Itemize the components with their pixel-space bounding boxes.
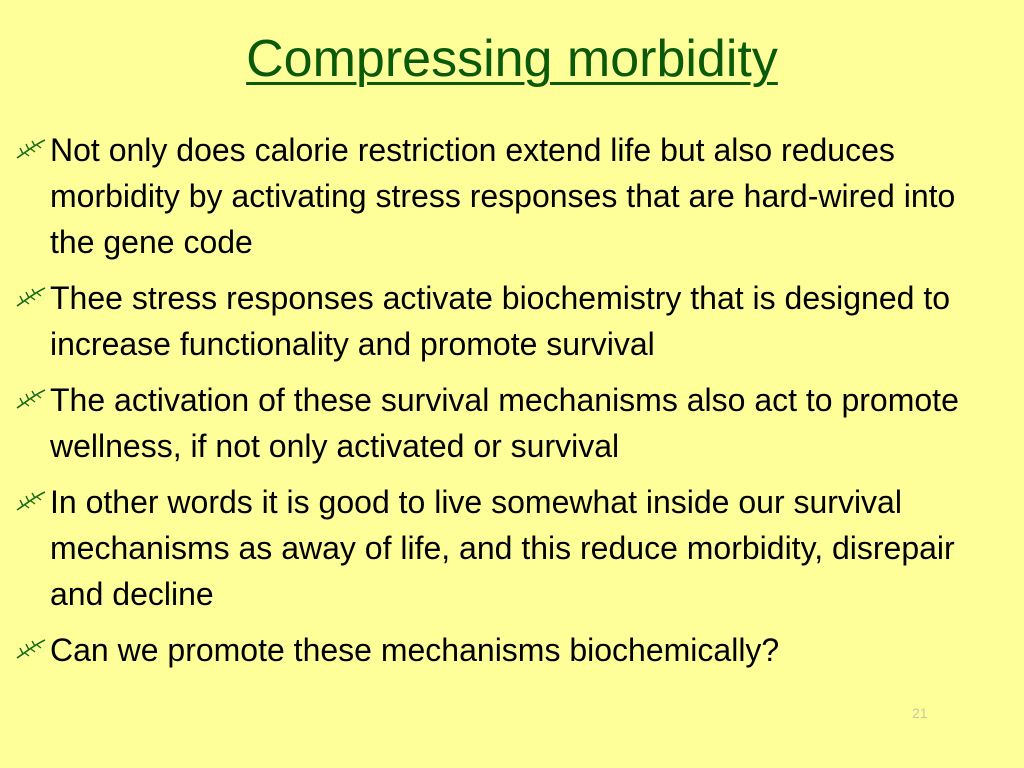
bullet-item-1 — [12, 127, 1002, 265]
fern-leaf-icon — [14, 286, 48, 308]
bullet-text-4: In other words it is good to live somewhat inside our survival mechanisms as away of life, and this reduce morbidity, disrepair and decline — [50, 484, 955, 612]
slide-title — [0, 26, 1024, 92]
bullet-list — [12, 127, 1002, 683]
fern-leaf-icon — [14, 138, 48, 160]
fern-leaf-icon — [14, 490, 48, 512]
fern-leaf-icon — [14, 388, 48, 410]
bullet-item-4 — [12, 479, 1002, 617]
bullet-text-3: The activation of these survival mechanisms also act to promote wellness, if not only activated or survival — [50, 382, 959, 464]
bullet-item-5 — [12, 627, 1002, 673]
bullet-text-5: Can we promote these mechanisms biochemically? — [50, 632, 780, 668]
bullet-text-2: Thee stress responses activate biochemistry that is designed to increase functionality and promote survival — [50, 280, 950, 362]
slide-number: 21 — [912, 705, 928, 721]
bullet-item-2 — [12, 275, 1002, 367]
bullet-item-3 — [12, 377, 1002, 469]
fern-leaf-icon — [14, 638, 48, 660]
bullet-text-1: Not only does calorie restriction extend life but also reduces morbidity by activating stress responses that are hard-wired into the gene code — [50, 132, 956, 260]
slide-title-text: Compressing morbidity — [246, 30, 778, 88]
